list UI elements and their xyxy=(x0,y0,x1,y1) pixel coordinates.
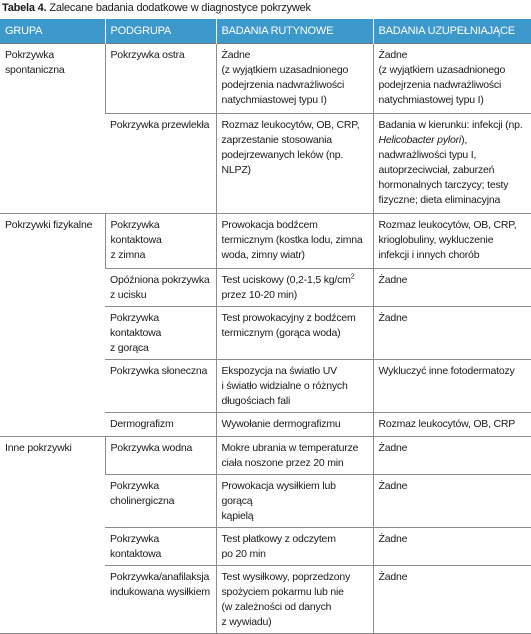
subgroup-cell: Pokrzywka wodna xyxy=(105,437,216,475)
routine-cell: Test prowokacyjny z bodźcem termicznym (gorąca woda) xyxy=(216,307,373,360)
supplementary-cell: Rozmaz leukocytów, OB, CRP xyxy=(373,413,531,437)
subgroup-cell: Pokrzywka ostra xyxy=(105,44,216,114)
routine-cell: Test płatkowy z odczytem po 20 min xyxy=(216,528,373,566)
supplementary-cell: Żadne (z wyjątkiem uzasadnionego podejrzenia nadwrażliwości natychmiastowej typu I) xyxy=(373,44,531,114)
supplementary-cell: Żadne xyxy=(373,475,531,528)
subgroup-cell: Pokrzywka/anafilaksja indukowana wysiłkiem xyxy=(105,566,216,634)
routine-cell: Mokre ubrania w temperaturze ciała noszone przez 20 min xyxy=(216,437,373,475)
supplementary-cell: Żadne xyxy=(373,437,531,475)
subgroup-cell: Pokrzywka kontaktowa z gorąca xyxy=(105,307,216,360)
routine-cell: Test uciskowy (0,2-1,5 $kg/cm^2$ przez 10-20 min) xyxy=(216,269,373,307)
group-cell: Pokrzywka spontaniczna xyxy=(0,44,105,214)
routine-cell: Ekspozycja na światło UV i światło widzialne o różnych długościach fali xyxy=(216,360,373,413)
header-group: GRUPA xyxy=(0,19,105,44)
caption-text: Zalecane badania dodatkowe w diagnostyce pokrzywek xyxy=(46,2,311,14)
supplementary-cell: Rozmaz leukocytów, OB, CRP, krioglobuliny, wykluczenie infekcji i innych chorób xyxy=(373,214,531,269)
table-row xyxy=(0,44,531,114)
header-subgroup: PODGRUPA xyxy=(105,19,216,44)
subgroup-cell: Pokrzywka kontaktowa xyxy=(105,528,216,566)
routine-cell: Żadne (z wyjątkiem uzasadnionego podejrzenia nadwrażliwości natychmiastowej typu I) xyxy=(216,44,373,114)
supplementary-cell: Żadne xyxy=(373,269,531,307)
supplementary-cell: Żadne xyxy=(373,528,531,566)
group-cell: Inne pokrzywki xyxy=(0,437,105,634)
table-caption xyxy=(2,2,311,14)
routine-cell: Wywołanie dermografizmu xyxy=(216,413,373,437)
header-routine-tests: BADANIA RUTYNOWE xyxy=(216,19,373,44)
recommended-tests-table xyxy=(0,19,531,634)
supplementary-cell: Wykluczyć inne fotodermatozy xyxy=(373,360,531,413)
supplementary-cell: Badania w kierunku: infekcji (np. Helicobacter pylori), nadwrażliwości typu I, autoprzeciwciał, zaburzeń hormonalnych tarczycy; testy fizyczne; dieta eliminacyjna xyxy=(373,114,531,214)
routine-cell: Prowokacja wysiłkiem lub gorącą kąpielą xyxy=(216,475,373,528)
group-cell: Pokrzywki fizykalne xyxy=(0,214,105,437)
supplementary-cell: Żadne xyxy=(373,307,531,360)
subgroup-cell: Pokrzywka kontaktowa z zimna xyxy=(105,214,216,269)
supplementary-cell: Żadne xyxy=(373,566,531,634)
routine-cell: Rozmaz leukocytów, OB, CRP, zaprzestanie stosowania podejrzewanych leków (np. NLPZ) xyxy=(216,114,373,214)
subgroup-cell: Dermografizm xyxy=(105,413,216,437)
table-row xyxy=(0,214,531,269)
table-header-row xyxy=(0,19,531,44)
subgroup-cell: Pokrzywka przewlekła xyxy=(105,114,216,214)
subgroup-cell: Pokrzywka słoneczna xyxy=(105,360,216,413)
subgroup-cell: Pokrzywka cholinergiczna xyxy=(105,475,216,528)
caption-label: Tabela 4. xyxy=(2,2,47,14)
routine-cell: Test wysiłkowy, poprzedzony spożyciem pokarmu lub nie (w zależności od danych z wywiadu) xyxy=(216,566,373,634)
subgroup-cell: Opóźniona pokrzywka z ucisku xyxy=(105,269,216,307)
table-row xyxy=(0,437,531,475)
header-supplementary-tests: BADANIA UZUPEŁNIAJĄCE xyxy=(373,19,531,44)
routine-cell: Prowokacja bodźcem termicznym (kostka lodu, zimna woda, zimny wiatr) xyxy=(216,214,373,269)
